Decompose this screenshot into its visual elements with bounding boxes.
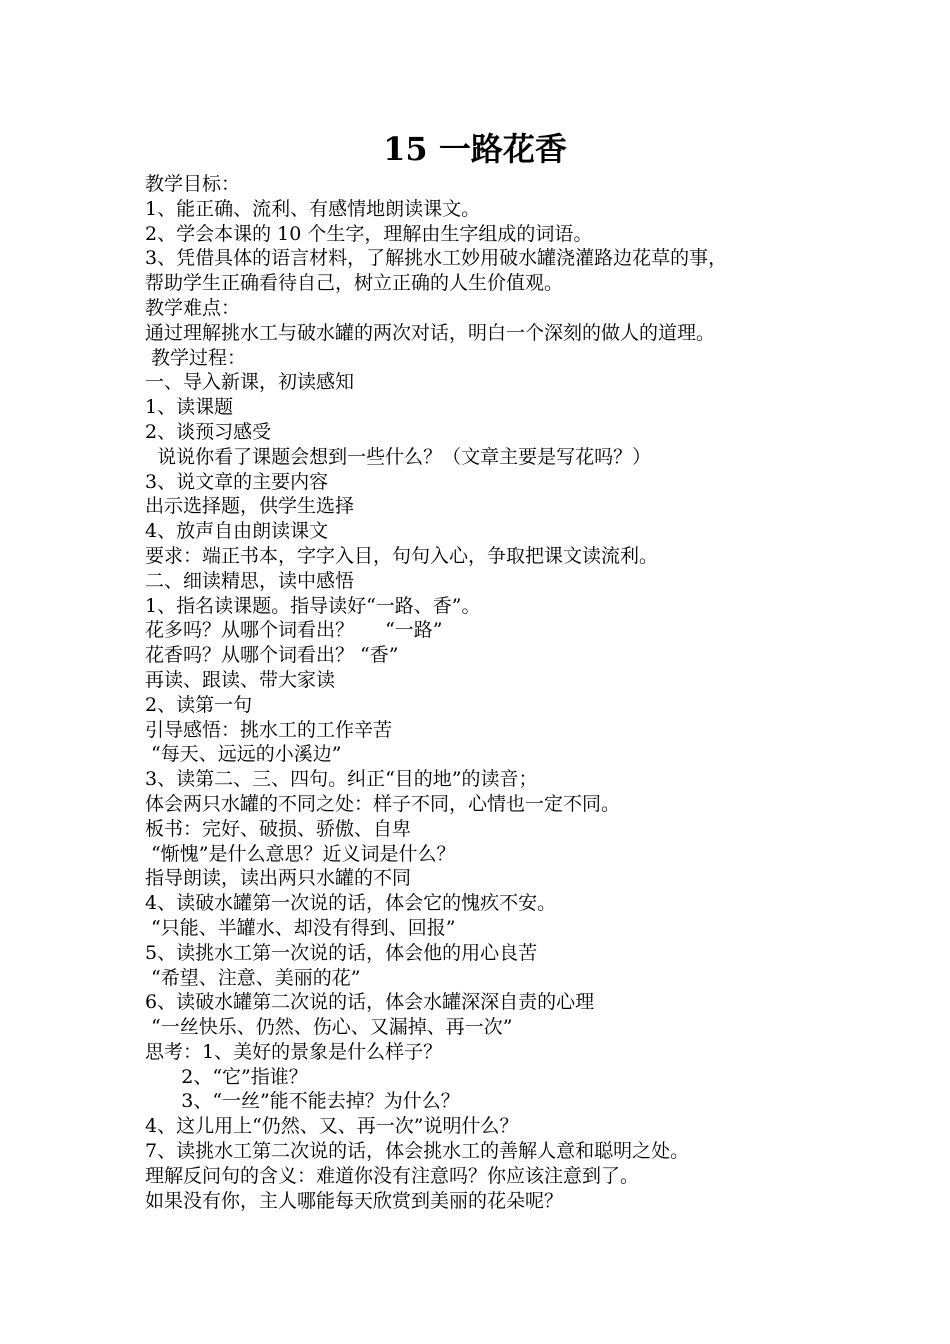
text-line: 出示选择题，供学生选择 bbox=[145, 495, 355, 518]
text-line: 一、导入新课，初读感知 bbox=[145, 371, 355, 394]
text-line: 思考：1、美好的景象是什么样子？ bbox=[145, 1040, 443, 1063]
text-line: 再读、跟读、带大家读 bbox=[145, 668, 336, 691]
text-line: 3、凭借具体的语言材料，了解挑水工妙用破水罐浇灌路边花草的事， bbox=[145, 247, 728, 270]
text-line: “只能、半罐水、却没有得到、回报” bbox=[145, 916, 456, 939]
text-line: 2、学会本课的 10 个生字，理解由生字组成的词语。 bbox=[145, 222, 593, 245]
text-line: 4、放声自由朗读课文 bbox=[145, 520, 329, 543]
text-line: 花香吗？从哪个词看出？ “香” bbox=[145, 644, 399, 667]
text-line: 体会两只水罐的不同之处：样子不同，心情也一定不同。 bbox=[145, 792, 621, 815]
text-line: 说说你看了课题会想到一些什么？（文章主要是写花吗？） bbox=[145, 445, 652, 468]
text-line: 2、谈预习感受 bbox=[145, 420, 272, 443]
text-line: 二、细读精思，读中感悟 bbox=[145, 569, 355, 592]
text-line: 如果没有你，主人哪能每天欣赏到美丽的花朵呢？ bbox=[145, 1189, 564, 1212]
text-line: 通过理解挑水工与破水罐的两次对话，明白一个深刻的做人的道理。 bbox=[145, 321, 716, 344]
text-line: 花多吗？从哪个词看出？ “一路” bbox=[145, 619, 443, 642]
text-line: 要求：端正书本，字字入目，句句入心，争取把课文读流利。 bbox=[145, 544, 659, 567]
document-body bbox=[145, 172, 825, 1213]
text-line: 指导朗读，读出两只水罐的不同 bbox=[145, 867, 412, 890]
text-line: 教学过程： bbox=[145, 346, 247, 369]
text-line: 2、“它”指谁？ bbox=[145, 1065, 308, 1088]
text-line: 引导感悟：挑水工的工作辛苦 bbox=[145, 718, 393, 741]
text-line: “一丝快乐、仍然、伤心、又漏掉、再一次” bbox=[145, 1016, 513, 1039]
text-line: 2、读第一句 bbox=[145, 693, 253, 716]
text-line: 板书：完好、破损、骄傲、自卑 bbox=[145, 817, 412, 840]
text-line: 4、这儿用上“仍然、又、再一次”说明什么？ bbox=[145, 1115, 519, 1138]
text-line: 教学目标： bbox=[145, 173, 241, 195]
text-line: 1、读课题 bbox=[145, 396, 234, 419]
text-line: 教学难点： bbox=[145, 296, 241, 319]
document-title: 15 一路花香 bbox=[383, 130, 567, 168]
text-line: 1、指名读课题。指导读好“一路、香”。 bbox=[145, 594, 481, 617]
text-line: 1、能正确、流利、有感情地朗读课文。 bbox=[145, 197, 481, 220]
text-line: 3、“一丝”能不能去掉？为什么？ bbox=[145, 1090, 460, 1113]
text-line: “惭愧”是什么意思？近义词是什么？ bbox=[145, 842, 456, 865]
text-line: 3、说文章的主要内容 bbox=[145, 470, 329, 493]
text-line: 3、读第二、三、四句。纠正“目的地”的读音； bbox=[145, 768, 538, 791]
text-line: 5、读挑水工第一次说的话，体会他的用心良苦 bbox=[145, 941, 538, 964]
text-line: 理解反问句的含义：难道你没有注意吗？你应该注意到了。 bbox=[145, 1164, 640, 1187]
text-line: “希望、注意、美丽的花” bbox=[145, 966, 361, 989]
text-line: 7、读挑水工第二次说的话，体会挑水工的善解人意和聪明之处。 bbox=[145, 1140, 690, 1163]
text-line: 帮助学生正确看待自己，树立正确的人生价值观。 bbox=[145, 272, 564, 295]
text-line: 4、读破水罐第一次说的话，体会它的愧疚不安。 bbox=[145, 892, 557, 915]
text-line: “每天、远远的小溪边” bbox=[145, 743, 342, 766]
text-line: 6、读破水罐第二次说的话，体会水罐深深自责的心理 bbox=[145, 991, 595, 1014]
